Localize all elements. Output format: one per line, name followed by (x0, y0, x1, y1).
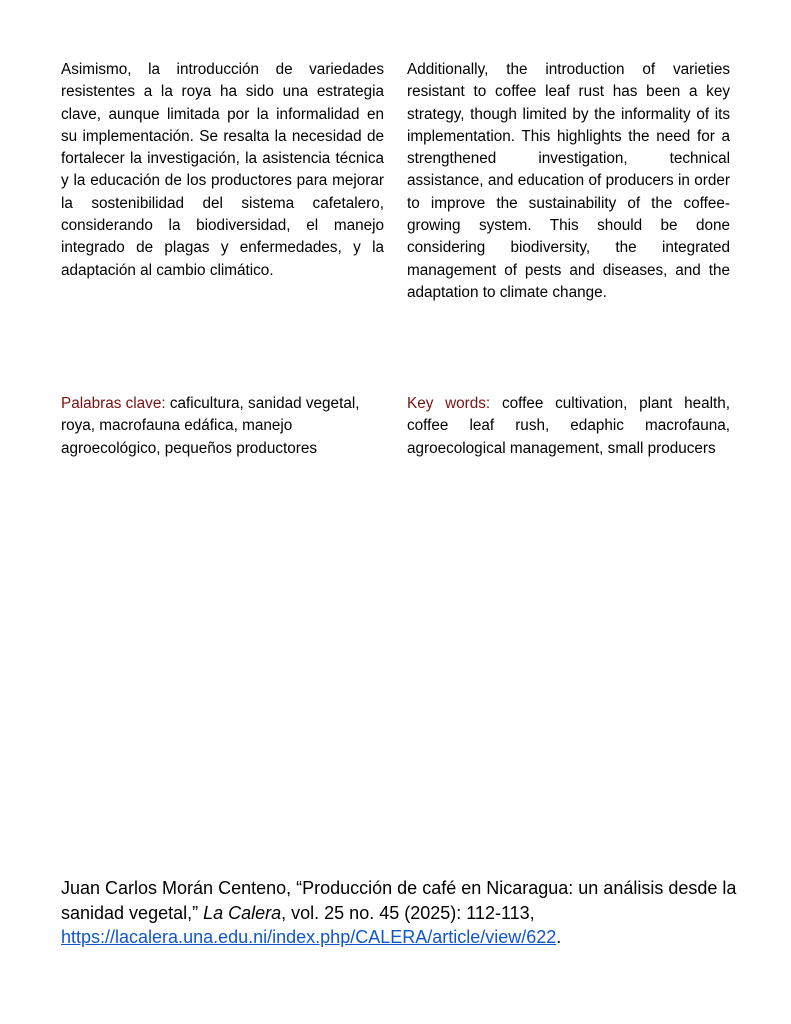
keywords-value: coffee cultivation, plant health, coffee leaf rush, edaphic macrofauna, agroecological management, small producers (407, 395, 731, 457)
citation-text: Juan Carlos Morán Centeno, “Producción de café en Nicaragua: un análisis desde la sanidad vegetal,” (61, 878, 737, 923)
citation-end: . (556, 927, 562, 947)
keywords-label: Key words: (407, 395, 491, 412)
keywords-spanish (61, 393, 384, 460)
keywords-label: Palabras clave: (61, 395, 166, 412)
journal-name: La Calera (203, 902, 282, 923)
keywords-english (407, 393, 730, 460)
abstract-english: Additionally, the introduction of varieties resistant to coffee leaf rust has been a key strategy, though limited by the informality of its implementation. This highlights the need for a strengthened investigation, technical assistance, and education of producers in order to improve the sustainability of the coffee-growing system. This should be done considering biodiversity, the integrated management of pests and diseases, and the adaptation to climate change. (407, 61, 730, 301)
keywords-value: caficultura, sanidad vegetal, roya, macrofauna edáfica, manejo agroecológico, pequeños productores (61, 395, 360, 457)
citation-text: , vol. 25 no. 45 (2025): 112-113, (281, 902, 535, 923)
abstract-spanish: Asimismo, la introducción de variedades resistentes a la roya ha sido una estrategia clave, aunque limitada por la informalidad en su implementación. Se resalta la necesidad de fortalecer la investigación, la asistencia técnica y la educación de los productores para mejorar la sostenibilidad del sistema cafetalero, considerando la biodiversidad, el manejo integrado de plagas y enfermedades, y la adaptación al cambio climático. (61, 61, 384, 279)
citation (61, 876, 741, 950)
article-link[interactable]: https://lacalera.una.edu.ni/index.php/CALERA/article/view/622 (61, 927, 557, 947)
